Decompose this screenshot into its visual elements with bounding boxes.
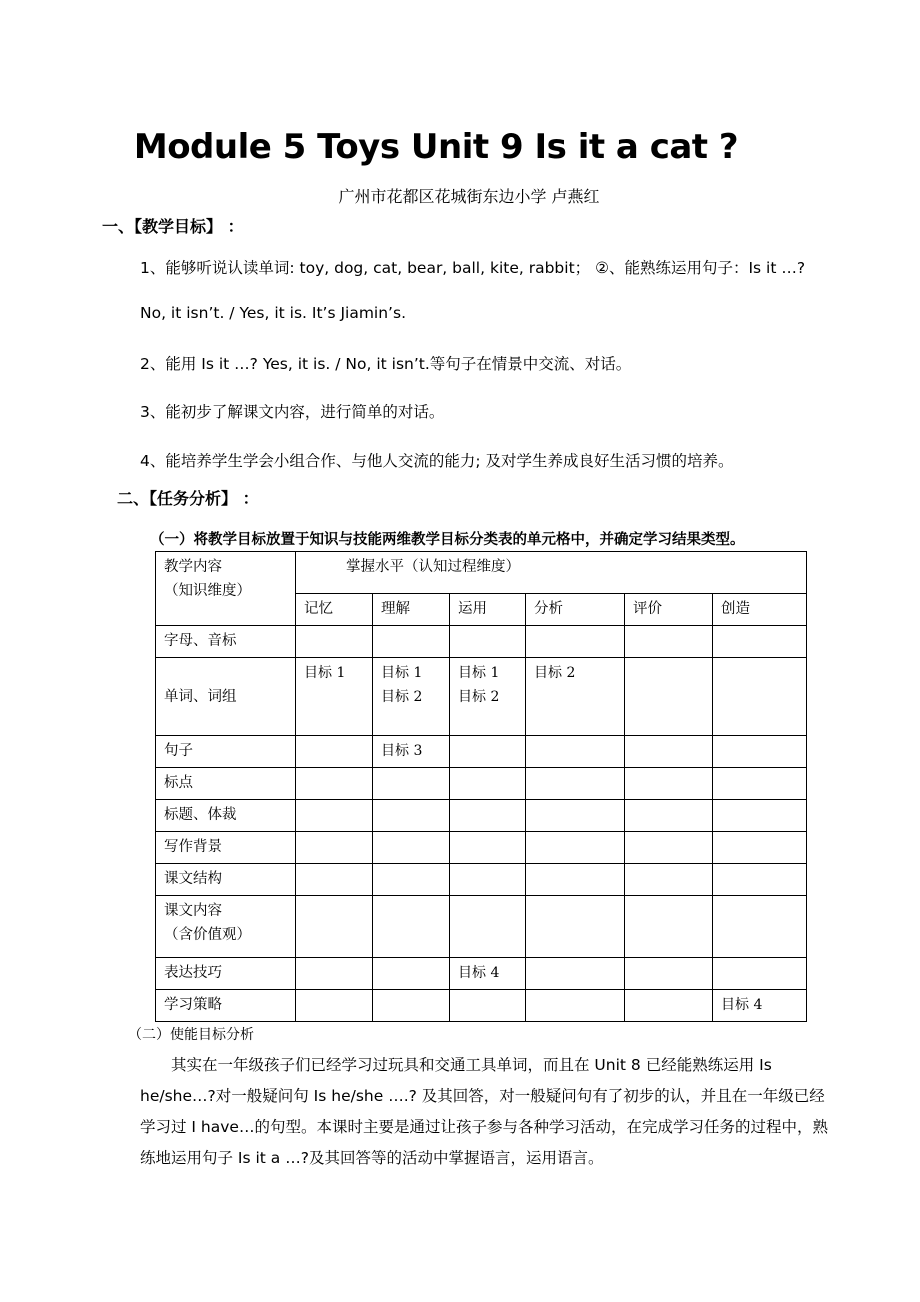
table-cell — [713, 768, 807, 800]
cell-value: 目标 2 — [381, 689, 423, 705]
table-cell — [526, 800, 625, 832]
table-cell — [373, 864, 450, 896]
table-cell — [450, 958, 526, 990]
row-label-line: 单词、词组 — [164, 688, 237, 705]
table-cell — [373, 768, 450, 800]
row-label — [156, 658, 296, 736]
table-cell — [373, 958, 450, 990]
table-cell — [713, 896, 807, 958]
table-cell — [625, 626, 713, 658]
table-cell — [296, 626, 373, 658]
table-row — [156, 896, 807, 958]
table-row — [156, 736, 807, 768]
table-cell — [526, 626, 625, 658]
table-cell — [450, 768, 526, 800]
row-label — [156, 800, 296, 832]
table-cell — [625, 658, 713, 736]
row-label — [156, 958, 296, 990]
objective-line-2: No, it isn’t. / Yes, it is. It’s Jiamin’s. — [140, 304, 406, 322]
table-cell — [296, 958, 373, 990]
table-cell — [296, 896, 373, 958]
table-cell — [713, 658, 807, 736]
table-cell — [713, 958, 807, 990]
row-label — [156, 832, 296, 864]
table-cell — [526, 736, 625, 768]
row-label — [156, 864, 296, 896]
cell-value: 目标 1 — [304, 665, 346, 681]
table-cell — [526, 958, 625, 990]
cell-value: 目标 2 — [458, 689, 500, 705]
row-label — [156, 626, 296, 658]
column-header: 分析 — [526, 594, 625, 626]
table-cell — [373, 736, 450, 768]
table-cell — [373, 626, 450, 658]
row-label-line: 标题、体裁 — [164, 807, 237, 823]
table-cell — [296, 658, 373, 736]
objective-line-5: 4、能培养学生学会小组合作、与他人交流的能力; 及对学生养成良好生活习惯的培养。 — [140, 452, 734, 470]
cell-value: 目标 4 — [458, 965, 500, 981]
cell-value: 目标 3 — [381, 743, 423, 759]
table-cell — [526, 896, 625, 958]
table-cell — [625, 958, 713, 990]
table-cell — [713, 990, 807, 1022]
row-label-line: 学习策略 — [164, 997, 222, 1013]
enabling-objectives-paragraph — [140, 1050, 840, 1174]
table-cell — [713, 736, 807, 768]
row-label-line: 课文结构 — [164, 871, 222, 887]
row-label-line: 字母、音标 — [164, 633, 237, 649]
section2-heading: 二、【任务分析】 ： — [117, 489, 259, 508]
row-label — [156, 736, 296, 768]
row-label — [156, 768, 296, 800]
table-row — [156, 832, 807, 864]
column-header: 记忆 — [296, 594, 373, 626]
task-analysis-subheading: （一）将教学目标放置于知识与技能两维教学目标分类表的单元格中，并确定学习结果类型。 — [150, 532, 745, 548]
cell-value: 目标 1 — [458, 665, 500, 681]
objectives-classification-table — [155, 551, 807, 1022]
table-cell — [450, 626, 526, 658]
table-cell — [625, 768, 713, 800]
table-cell — [450, 990, 526, 1022]
section1-heading: 一、【教学目标】 ： — [102, 217, 244, 236]
table-cell — [450, 864, 526, 896]
table-cell — [296, 768, 373, 800]
table-cell — [450, 896, 526, 958]
objective-line-3: 2、能用 Is it …? Yes, it is. / No, it isn’t.等句子在情景中交流、对话。 — [140, 355, 632, 373]
table-cell — [713, 832, 807, 864]
cell-value: 目标 1 — [381, 665, 423, 681]
table-cell — [713, 864, 807, 896]
row-label — [156, 896, 296, 958]
document-title: Module 5 Toys Unit 9 Is it a cat ? — [133, 127, 739, 167]
row-label-line: 标点 — [164, 775, 193, 791]
table-cell — [450, 658, 526, 736]
header-cognitive-dimension: 掌握水平（认知过程维度） — [296, 552, 807, 594]
objective-line-4: 3、能初步了解课文内容，进行简单的对话。 — [140, 403, 445, 421]
table-cell — [296, 832, 373, 864]
row-label-line: 句子 — [164, 743, 193, 759]
paragraph-line: 其实在一年级孩子们已经学习过玩具和交通工具单词，而且在 Unit 8 已经能熟练运用 Is — [171, 1056, 772, 1074]
table-cell — [526, 832, 625, 864]
paragraph-line: 练地运用句子 Is it a …?及其回答等的活动中掌握语言，运用语言。 — [140, 1149, 604, 1167]
table-cell — [373, 990, 450, 1022]
table-row — [156, 768, 807, 800]
column-header: 评价 — [625, 594, 713, 626]
table-cell — [625, 736, 713, 768]
table-cell — [625, 990, 713, 1022]
table-cell — [373, 896, 450, 958]
row-label — [156, 990, 296, 1022]
table-cell — [296, 990, 373, 1022]
objective-line-1: 1、能够听说认读单词: toy, dog, cat, bear, ball, kite, rabbit； ②、能熟练运用句子：Is it …? — [140, 259, 806, 277]
cell-value: 目标 4 — [721, 997, 763, 1013]
table-cell — [373, 658, 450, 736]
column-header: 理解 — [373, 594, 450, 626]
enabling-objectives-subheading: （二）使能目标分析 — [128, 1027, 254, 1043]
table-cell — [526, 990, 625, 1022]
table-cell — [296, 736, 373, 768]
table-cell — [713, 626, 807, 658]
row-label-line: （含价值观） — [164, 927, 251, 943]
table-cell — [625, 800, 713, 832]
table-cell — [526, 864, 625, 896]
row-label-line: 课文内容 — [164, 903, 222, 919]
table-row — [156, 626, 807, 658]
table-cell — [625, 832, 713, 864]
table-row — [156, 958, 807, 990]
table-cell — [450, 800, 526, 832]
row-label-line: 写作背景 — [164, 839, 222, 855]
header-knowledge-dimension — [156, 552, 296, 626]
table-cell — [373, 800, 450, 832]
table-cell — [296, 864, 373, 896]
table-cell — [625, 864, 713, 896]
table-row — [156, 864, 807, 896]
table-cell — [625, 896, 713, 958]
row-label-line: 表达技巧 — [164, 965, 222, 981]
header-knowledge-line2: （知识维度） — [164, 583, 251, 599]
table-row — [156, 990, 807, 1022]
table-cell — [450, 832, 526, 864]
table-row — [156, 658, 807, 736]
table-row — [156, 800, 807, 832]
cell-value: 目标 2 — [534, 665, 576, 681]
table-cell — [373, 832, 450, 864]
column-header: 运用 — [450, 594, 526, 626]
table-cell — [713, 800, 807, 832]
paragraph-line: 学习过 I have…的句型。本课时主要是通过让孩子参与各种学习活动，在完成学习任务的过程中，熟 — [140, 1118, 828, 1136]
header-knowledge-line1: 教学内容 — [164, 559, 222, 575]
column-header: 创造 — [713, 594, 807, 626]
table-cell — [526, 658, 625, 736]
table-cell — [526, 768, 625, 800]
table-cell — [450, 736, 526, 768]
author-line: 广州市花都区花城街东边小学 卢燕红 — [338, 187, 600, 206]
paragraph-line: he/she…?对一般疑问句 Is he/she ….? 及其回答，对一般疑问句有了初步的认，并且在一年级已经 — [140, 1087, 825, 1105]
table-cell — [296, 800, 373, 832]
